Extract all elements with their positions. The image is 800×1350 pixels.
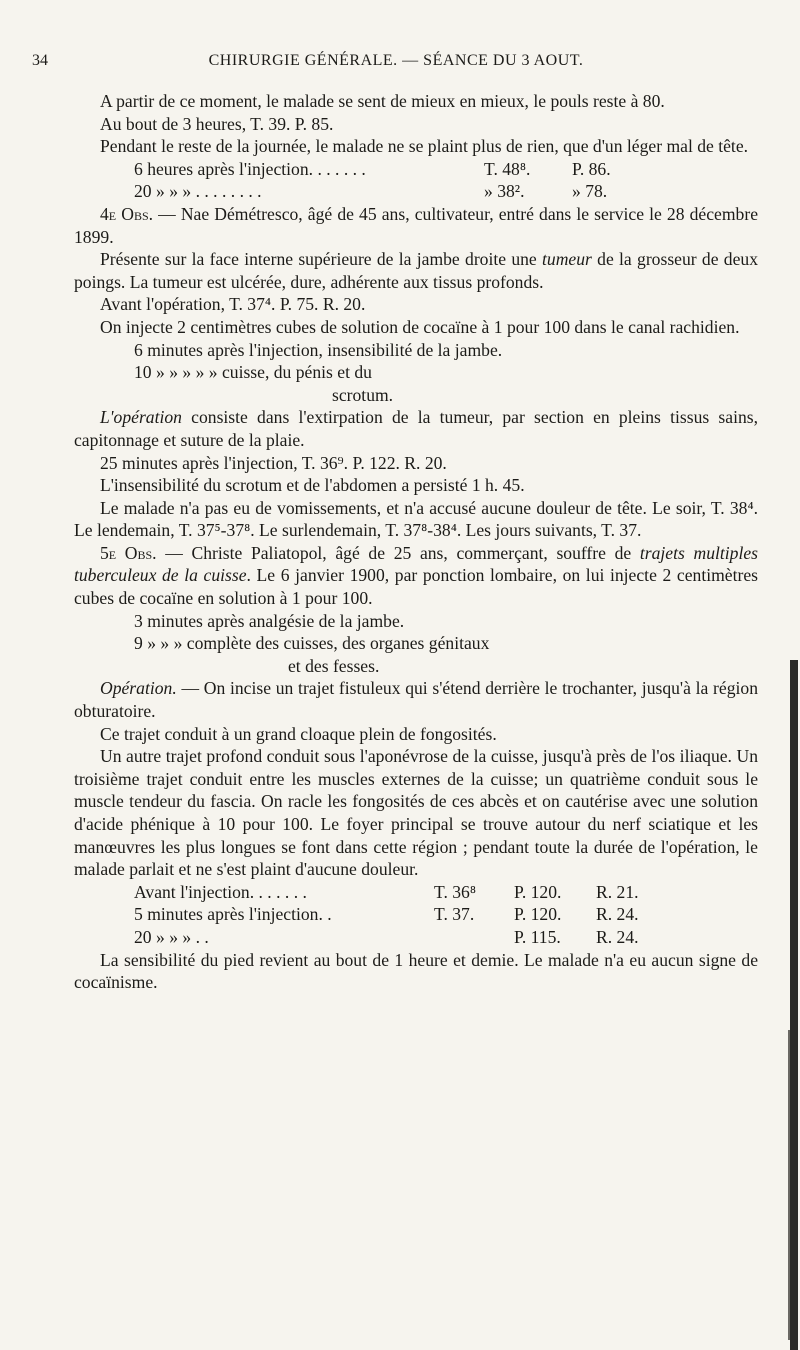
timeline-line: 10 » » » » » cuisse, du pénis et du	[134, 362, 372, 383]
page-edge-line	[788, 1030, 790, 1340]
temperature-value: » 38².	[484, 181, 525, 202]
observation-label: 5e Obs.	[100, 542, 157, 563]
table-row	[74, 881, 758, 904]
row-label: 20 » » » . . . . . . . .	[134, 181, 262, 202]
paragraph: Pendant le reste de la journée, le malade ne se plaint plus de rien, que d'un léger mal de tête.	[100, 136, 749, 157]
row-label: 5 minutes après l'injection. .	[134, 904, 332, 925]
observation-4-heading	[74, 203, 758, 248]
paragraph: On injecte 2 centimètres cubes de solution de cocaïne à 1 pour 100 dans le canal rachidien.	[100, 316, 740, 337]
table-row	[74, 158, 758, 181]
timeline-line: 6 minutes après l'injection, insensibilité de la jambe.	[134, 339, 503, 360]
paragraph: Au bout de 3 heures, T. 39. P. 85.	[100, 113, 334, 134]
emphasis: Opération.	[100, 678, 177, 699]
observation-5-heading	[74, 542, 758, 610]
table-row	[74, 926, 758, 949]
respiration-value: R. 21.	[596, 881, 639, 902]
emphasis: tumeur	[542, 249, 592, 270]
temperature-value: T. 36⁸	[434, 881, 476, 902]
observation-text: — Nae Démétresco, âgé de 45 ans, cultivateur, entré dans le service le 28 décembre 1899.	[74, 203, 758, 247]
paragraph	[74, 677, 758, 722]
temperature-value: T. 48⁸.	[484, 158, 531, 179]
text: — Christe Paliatopol, âgé de 25 ans, commerçant, souffre de	[156, 542, 640, 563]
text: consiste dans l'extirpation de la tumeur, par section en pleins tissus sains, capitonnage et suture de la plaie.	[74, 407, 758, 450]
timeline-line: et des fesses.	[288, 655, 380, 676]
timeline-line: scrotum.	[332, 384, 394, 405]
pulse-value: P. 115.	[514, 926, 561, 947]
paragraph: A partir de ce moment, le malade se sent de mieux en mieux, le pouls reste à 80.	[100, 91, 665, 111]
paragraph: Le malade n'a pas eu de vomissements, et n'a accusé aucune douleur de tête. Le soir, T. 38⁴. Le lendemain, T. 37⁵-37⁸. Le surlendemain, T. 37⁸-38⁴. Les jours suivants, T. 37.	[74, 497, 758, 541]
page-number: 34	[32, 52, 48, 69]
emphasis: L'opération	[100, 407, 182, 428]
table-row	[74, 903, 758, 926]
row-label: Avant l'injection. . . . . . .	[134, 881, 307, 902]
paragraph: L'insensibilité du scrotum et de l'abdomen a persisté 1 h. 45.	[100, 475, 525, 496]
paragraph: La sensibilité du pied revient au bout de 1 heure et demie. Le malade n'a eu aucun signe de cocaïnisme.	[74, 949, 758, 993]
table-row	[74, 180, 758, 203]
pulse-value: P. 120.	[514, 881, 562, 902]
respiration-value: R. 24.	[596, 904, 639, 925]
text: Présente sur la face interne supérieure de la jambe droite une	[100, 249, 543, 270]
text: . Le 6 janvier 1900, par ponction lombaire, on lui injecte 2 centimètres cubes de cocaïne en solution à 1 pour 100.	[74, 565, 758, 609]
timeline-line: 9 » » » complète des cuisses, des organes génitaux	[134, 633, 490, 654]
pulse-value: P. 86.	[572, 158, 611, 179]
page-body	[74, 90, 758, 994]
temperature-value: T. 37.	[434, 904, 475, 925]
row-label: 20 » » » . .	[134, 926, 209, 947]
respiration-value: R. 24.	[596, 926, 639, 947]
pulse-value: » 78.	[572, 181, 608, 202]
pulse-value: P. 120.	[514, 904, 562, 925]
paragraph: Avant l'opération, T. 37⁴. P. 75. R. 20.	[100, 294, 366, 315]
paragraph: 25 minutes après l'injection, T. 36⁹. P. 122. R. 20.	[100, 452, 447, 473]
paragraph	[74, 406, 758, 451]
page-edge-shadow	[790, 660, 798, 1350]
paragraph	[74, 248, 758, 293]
paragraph: Un autre trajet profond conduit sous l'aponévrose de la cuisse, jusqu'à près de l'os iliaque. Un troisième trajet conduit entre les muscles externes de la cuisse; un quatrième conduit sous le muscle tendeur du fascia. On racle les fongosités de ces abcès et on cautérise avec une solution d'acide phénique à 10 pour 100. Le foyer principal se trouve autour du nerf sciatique et les manœuvres les plus longues se font dans cette région ; pendant toute la durée de l'opération, le malade parlait et ne s'est plaint d'aucune douleur.	[74, 746, 758, 880]
text: — On incise un trajet fistuleux qui s'étend derrière le trochanter, jusqu'à la région obturatoire.	[74, 678, 758, 722]
running-title: CHIRURGIE GÉNÉRALE. — SÉANCE DU 3 AOUT.	[208, 52, 584, 69]
observation-label: 4e Obs.	[100, 203, 154, 224]
text: de la grosseur de deux poings. La tumeur est ulcérée, dure, adhérente aux tissus profonds.	[74, 249, 758, 292]
emphasis: trajets multiples tuberculeux de la cuisse	[74, 542, 759, 586]
paragraph: Ce trajet conduit à un grand cloaque plein de fongosités.	[100, 723, 497, 744]
timeline-line: 3 minutes après analgésie de la jambe.	[134, 610, 405, 631]
page-header	[32, 52, 760, 74]
row-label: 6 heures après l'injection. . . . . . .	[134, 158, 366, 179]
